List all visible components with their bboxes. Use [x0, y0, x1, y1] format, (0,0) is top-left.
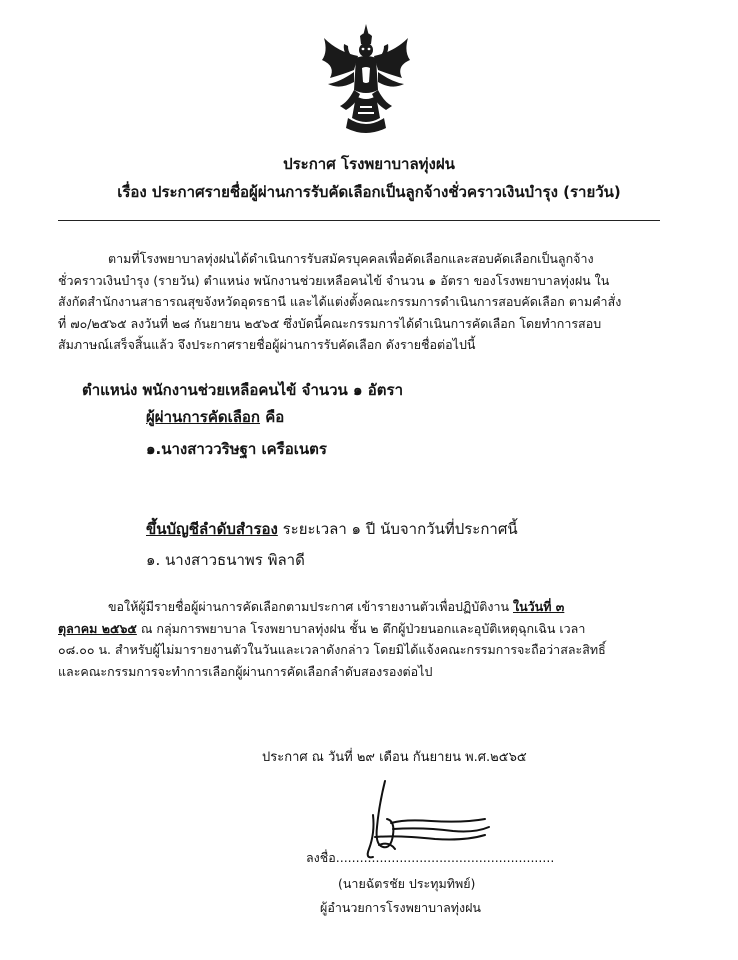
announcement-subject: เรื่อง ประกาศรายชื่อผู้ผ่านการรับคัดเลือกเป็นลูกจ้างชั่วคราวเงินบำรุง (รายวัน)	[117, 183, 621, 201]
announcement-date: ประกาศ ณ วันที่ ๒๙ เดือน กันยายน พ.ศ.๒๕๖๕	[262, 750, 527, 765]
garuda-emblem-icon	[318, 22, 414, 140]
intro-line-1: ตามที่โรงพยาบาลทุ่งฝนได้ดำเนินการรับสมัครบุคคลเพื่อคัดเลือกและสอบคัดเลือกเป็นลูกจ้าง	[108, 251, 594, 266]
garuda-emblem-drawing	[318, 22, 414, 140]
report-date-emphasis: ในวันที่ ๓	[512, 599, 565, 614]
announcement-title: ประกาศ โรงพยาบาลทุ่งฝน	[283, 155, 455, 173]
reserve-heading	[146, 517, 518, 541]
selected-candidate-name: ๑.นางสาววริษฐา เครือเนตร	[146, 440, 327, 458]
intro-paragraph	[58, 248, 662, 356]
instruction-line-4: และคณะกรรมการจะทำการเลือกผู้ผ่านการคัดเลือกลำดับสองรองต่อไป	[58, 663, 433, 679]
instruction-line-1-text: ขอให้ผู้มีรายชื่อผู้ผ่านการคัดเลือกตามประกาศ เข้ารายงานตัวเพื่อปฏิบัติงาน	[108, 599, 513, 614]
signature-line: ลงชื่อ.......................................................	[306, 850, 555, 865]
instruction-paragraph	[58, 596, 662, 682]
reserve-heading-label: ขึ้นบัญชีลำดับสำรอง	[146, 520, 278, 538]
signer-name: (นายฉัตรชัย ประทุมทิพย์)	[338, 876, 476, 891]
intro-line-3: สังกัดสำนักงานสาธารณสุขจังหวัดอุดรธานี และได้แต่งตั้งคณะกรรมการดำเนินการสอบคัดเลือก ตามคำสั่ง	[58, 294, 622, 309]
report-month-emphasis: ตุลาคม ๒๕๖๕	[58, 620, 137, 636]
selected-heading	[146, 405, 284, 429]
instruction-line-1	[58, 596, 662, 618]
header-divider	[58, 220, 660, 221]
instruction-line-3: ๐๘.๐๐ น. สำหรับผู้ไม่มารายงานตัวในวันและเวลาดังกล่าว โดยมิได้แจ้งคณะกรรมการจะถือว่าสละสิทธิ์	[58, 642, 606, 657]
position-heading: ตำแหน่ง พนักงานช่วยเหลือคนไข้ จำนวน ๑ อัตรา	[82, 381, 403, 399]
instruction-line-2-text: ณ กลุ่มการพยาบาล โรงพยาบาลทุ่งฝน ชั้น ๒ ตึกผู้ป่วยนอกและอุบัติเหตุฉุกเฉิน เวลา	[136, 620, 586, 636]
selected-heading-suffix: คือ	[260, 408, 285, 426]
intro-line-4: ที่ ๗๐/๒๕๖๕ ลงวันที่ ๒๘ กันยายน ๒๕๖๕ ซึ่งบัดนี้คณะกรรมการได้ดำเนินการคัดเลือก โดยทำการสอบ	[58, 315, 602, 331]
signer-title: ผู้อำนวยการโรงพยาบาลทุ่งฝน	[320, 900, 481, 915]
selected-heading-label: ผู้ผ่านการคัดเลือก	[146, 408, 261, 426]
reserve-candidate-name: ๑. นางสาวธนาพร พิลาดี	[146, 551, 305, 569]
intro-line-2: ชั่วคราวเงินบำรุง (รายวัน) ตำแหน่ง พนักงานช่วยเหลือคนไข้ จำนวน ๑ อัตรา ของโรงพยาบาลทุ่งฝน ใน	[58, 272, 610, 288]
reserve-heading-suffix: ระยะเวลา ๑ ปี นับจากวันที่ประกาศนี้	[277, 520, 518, 538]
intro-line-5: สัมภาษณ์เสร็จสิ้นแล้ว จึงประกาศรายชื่อผู้ผ่านการรับคัดเลือก ดังรายชื่อต่อไปนี้	[58, 337, 476, 352]
instruction-line-2	[58, 618, 662, 640]
